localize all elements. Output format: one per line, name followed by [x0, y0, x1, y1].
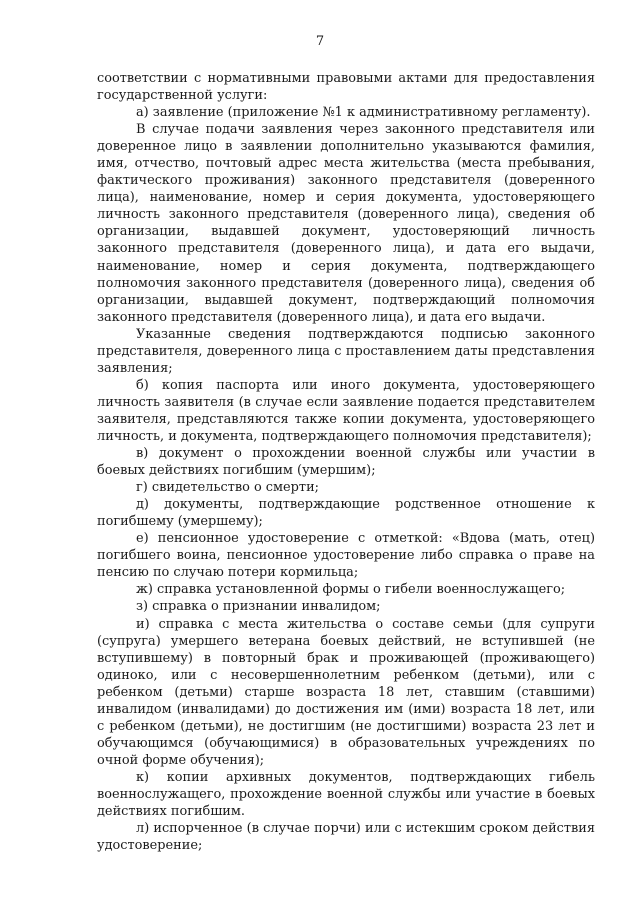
paragraph-item-e: е) пенсионное удостоверение с отметкой: «Вдова (мать, отец) погибшего воина, пенсионное удостоверение либо справка о праве на пенсию по случаю потери кормильца;	[97, 531, 595, 581]
paragraph-item-g: г) свидетельство о смерти;	[136, 480, 319, 496]
paragraph-item-i: и) справка с места жительства о составе семьи (для супруги (супруга) умершего ветерана боевых действий, не вступившей (не вступившему) в повторный брак и проживающей (проживающего) одиноко, или с несовершеннолетним ребенком (детьми), или с ребенком (детьми) старше возраста 18 лет, ставшим (ставшими) инвалидом (инвалидами) до достижения им (ими) возраста 18 лет, или с ребенком (детьми), не достигшим (не достигшими) возраста 23 лет и обучающимся (обучающимися) в образовательных учреждениях по очной форме обучения);	[97, 616, 595, 768]
paragraph-item-l: л) испорченное (в случае порчи) или с истекшим сроком действия удостоверение;	[97, 821, 595, 854]
paragraph-representative: В случае подачи заявления через законного представителя или доверенное лицо в заявлении дополнительно указываются фамилия, имя, отчество, почтовый адрес места жительства (места пребывания, фактического проживания) законного представителя (доверенного лица), наименование, номер и серия документа, удостоверяющего личность законного представителя (доверенного лица), сведения об организации, выдавшей документ, удостоверяющий личность законного представителя (доверенного лица), и дата его выдачи, наименование, номер и серия документа, подтверждающего полномочия законного представителя (доверенного лица), сведения об организации, выдавшей документ, подтверждающий полномочия законного представителя (доверенного лица), и дата его выдачи.	[97, 122, 595, 325]
paragraph-item-k: к) копии архивных документов, подтверждающих гибель военнослужащего, прохождение военной службы или участие в боевых действиях погибшим.	[97, 769, 595, 820]
paragraph-item-b: б) копия паспорта или иного документа, удостоверяющего личность заявителя (в случае если заявление подается представителем заявителя, представляются также копии документа, удостоверяющего личность, и документа, подтверждающего полномочия представителя);	[97, 377, 595, 444]
document-body	[97, 70, 595, 854]
paragraph-item-z: з) справка о признании инвалидом;	[136, 599, 381, 615]
paragraph-continuation: соответствии с нормативными правовыми актами для предоставления государственной услуги:	[97, 71, 595, 104]
paragraph-confirmation: Указанные сведения подтверждаются подписью законного представителя, доверенного лица с проставлением даты представления заявления;	[97, 326, 595, 376]
paragraph-item-v: в) документ о прохождении военной службы или участии в боевых действиях погибшим (умершим);	[97, 446, 595, 479]
paragraph-item-zh: ж) справка установленной формы о гибели военнослужащего;	[136, 582, 566, 598]
paragraph-item-d: д) документы, подтверждающие родственное отношение к погибшему (умершему);	[97, 497, 595, 530]
paragraph-item-a: а) заявление (приложение №1 к административному регламенту).	[136, 105, 591, 121]
page-number: 7	[315, 34, 325, 49]
